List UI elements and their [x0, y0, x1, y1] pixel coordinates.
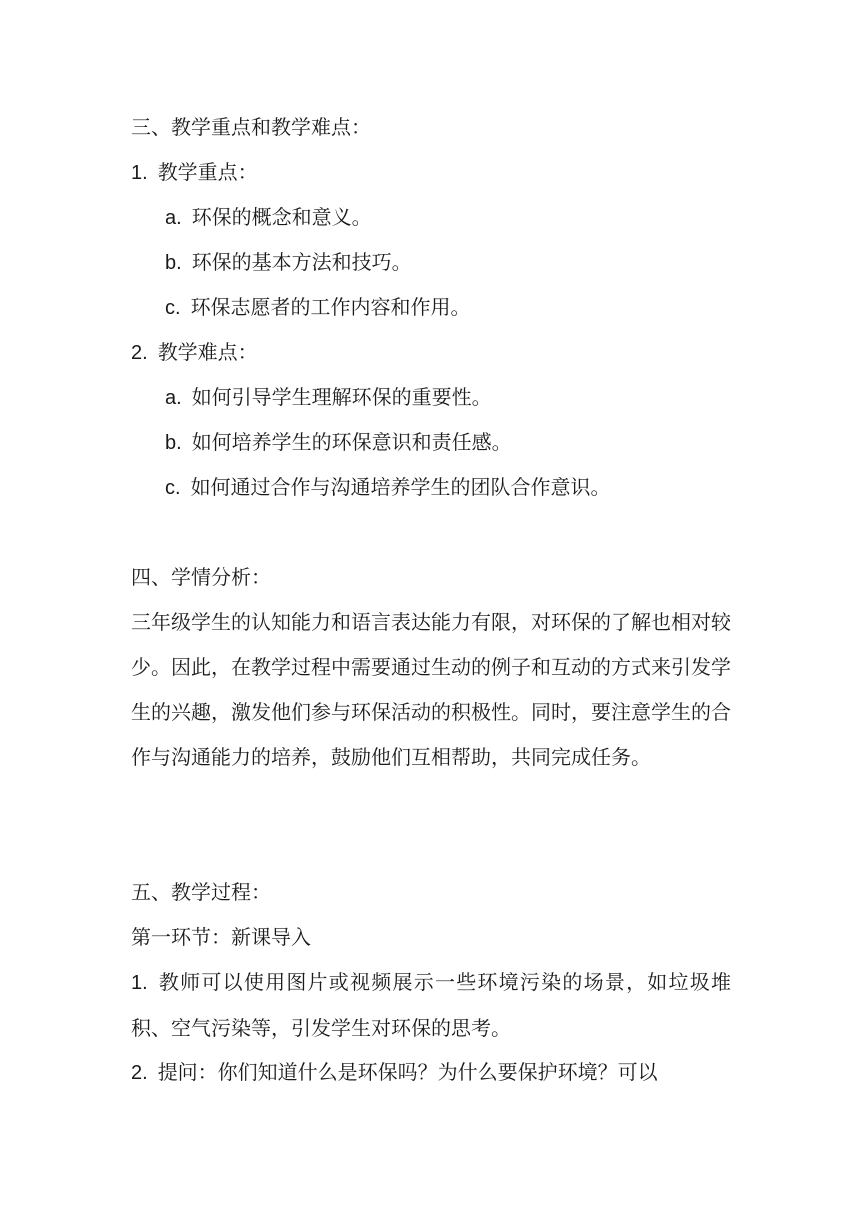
list-item	[165, 428, 765, 457]
section4-heading: 四、学情分析：	[131, 565, 271, 589]
list-item-text: 环保志愿者的工作内容和作用。	[190, 295, 471, 319]
list-item-text: 如何通过合作与沟通培养学生的团队合作意识。	[190, 475, 611, 499]
list-label: b.	[165, 432, 182, 454]
list-item	[165, 473, 765, 502]
step-text: 提问：你们知道什么是环保吗？为什么要保护环境？可以	[157, 1060, 658, 1084]
list-label: a.	[165, 207, 182, 229]
section5-heading: 五、教学过程：	[131, 880, 271, 904]
list-item	[165, 248, 765, 277]
section3-heading: 三、教学重点和教学难点：	[131, 115, 371, 139]
difficulties-title	[131, 338, 731, 367]
stage-title: 第一环节：新课导入	[131, 925, 311, 949]
list-item	[165, 383, 765, 412]
list-item-text: 如何引导学生理解环保的重要性。	[191, 385, 492, 409]
list-number: 2.	[131, 342, 148, 364]
list-label: b.	[165, 252, 182, 274]
list-label: c.	[165, 477, 181, 499]
list-number: 1.	[131, 162, 148, 184]
list-item-text: 如何培养学生的环保意识和责任感。	[191, 430, 512, 454]
list-item-text: 环保的概念和意义。	[191, 205, 372, 229]
list-title: 教学难点：	[157, 340, 258, 364]
list-item	[165, 203, 765, 232]
list-item	[165, 293, 765, 322]
step-text: 教师可以使用图片或视频展示一些环境污染的场景，如垃圾堆积、空气污染等，引发学生对环保的思考。	[131, 970, 731, 1040]
step-number: 2.	[131, 1062, 148, 1084]
section4-paragraph: 三年级学生的认知能力和语言表达能力有限，对环保的了解也相对较少。因此，在教学过程中需要通过生动的例子和互动的方式来引发学生的兴趣，激发他们参与环保活动的积极性。同时，要注意学生的合作与沟通能力的培养，鼓励他们互相帮助，共同完成任务。	[131, 610, 731, 769]
key-points-title	[131, 158, 731, 187]
list-label: a.	[165, 387, 182, 409]
list-label: c.	[165, 297, 181, 319]
list-title: 教学重点：	[157, 160, 258, 184]
list-item-text: 环保的基本方法和技巧。	[191, 250, 412, 274]
step-item	[131, 960, 731, 1051]
step-item	[131, 1050, 731, 1096]
step-number: 1.	[131, 972, 148, 994]
